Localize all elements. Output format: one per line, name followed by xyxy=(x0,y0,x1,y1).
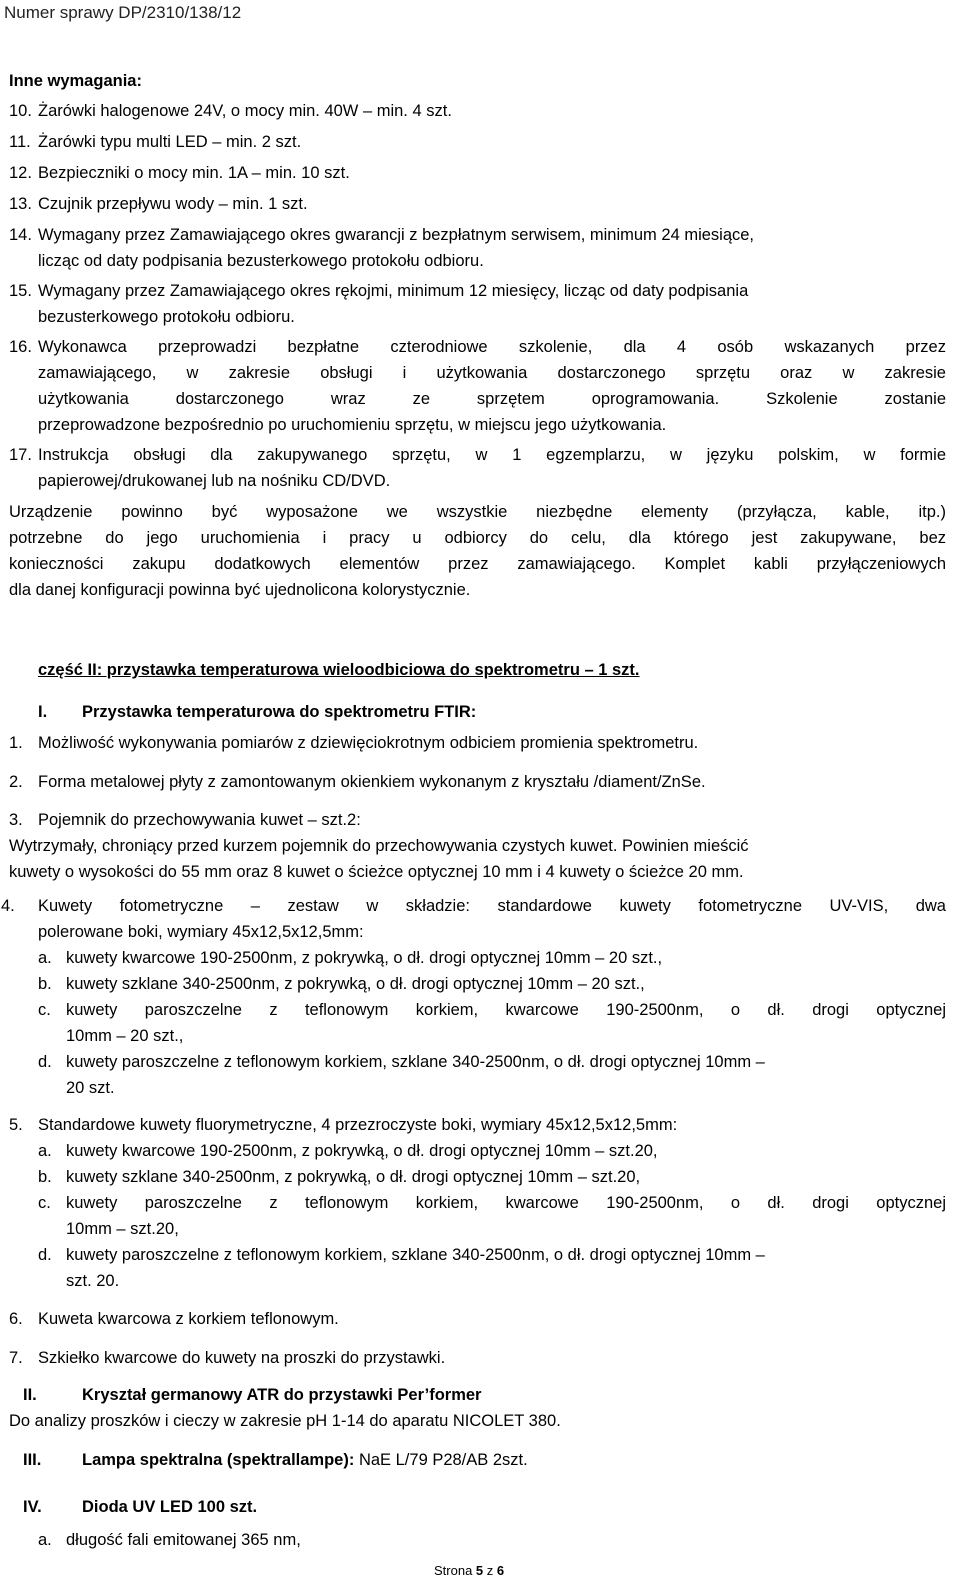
footer-page-number: 5 xyxy=(475,1563,484,1578)
ftir-item-3-num: 3. xyxy=(9,811,23,829)
ftir-item-5d-text: kuwety paroszczelne z teflonowym korkiem, szklane 340-2500nm, o dł. drogi optycznej 10mm – xyxy=(66,1246,765,1264)
section-iii-title: Lampa spektralna (spektrallampe): xyxy=(82,1451,355,1469)
section-iii-rest: NaE L/79 P28/AB 2szt. xyxy=(354,1451,528,1469)
ftir-item-4a-text: kuwety kwarcowe 190-2500nm, z pokrywką, o dł. drogi optycznej 10mm – 20 szt., xyxy=(66,949,663,967)
ftir-item-5-text: Standardowe kuwety fluorymetryczne, 4 przezroczyste boki, wymiary 45x12,5x12,5mm: xyxy=(38,1116,678,1134)
ftir-item-4c-text: 10mm – 20 szt., xyxy=(66,1027,184,1045)
ftir-item-4-line: Kuwety fotometryczne – zestaw w składzie: standardowe kuwety fotometryczne UV-VIS, dwa xyxy=(38,897,946,915)
req-16-line: zamawiającego, w zakresie obsługi i użytkowania dostarczonego sprzętu oraz w zakresie xyxy=(38,364,946,382)
section-ii-title: Kryształ germanowy ATR do przystawki Per’former xyxy=(82,1386,482,1404)
req-16-line: Wykonawca przeprowadzi bezpłatne czterodniowe szkolenie, dla 4 osób wskazanych przez xyxy=(38,338,946,356)
ftir-item-4c-letter: c. xyxy=(38,1001,51,1019)
req-10-num: 10. xyxy=(9,102,32,120)
section-ii-num: II. xyxy=(23,1386,37,1404)
ftir-item-4b-text: kuwety szklane 340-2500nm, z pokrywką, o dł. drogi optycznej 10mm – 20 szt., xyxy=(66,975,645,993)
req-16-line: przeprowadzone bezpośrednio po uruchomieniu sprzętu, w miejscu jego użytkowania. xyxy=(38,416,667,434)
req-15-line: Wymagany przez Zamawiającego okres rękojmi, minimum 12 miesięcy, licząc od daty podpisania xyxy=(38,282,749,300)
section-iii-line xyxy=(82,1451,528,1469)
ftir-item-4-line: polerowane boki, wymiary 45x12,5x12,5mm: xyxy=(38,923,364,941)
req-17-num: 17. xyxy=(9,446,32,464)
ftir-item-4d-letter: d. xyxy=(38,1053,52,1071)
ftir-item-6-text: Kuweta kwarcowa z korkiem teflonowym. xyxy=(38,1310,339,1328)
req-15-line: bezusterkowego protokołu odbioru. xyxy=(38,308,295,326)
section-iii-num: III. xyxy=(23,1451,42,1469)
req-13-num: 13. xyxy=(9,195,32,213)
ftir-item-5c-text: 10mm – szt.20, xyxy=(66,1220,179,1238)
section-iv-a-letter: a. xyxy=(38,1531,52,1549)
ftir-item-5d-letter: d. xyxy=(38,1246,52,1264)
ftir-item-5a-text: kuwety kwarcowe 190-2500nm, z pokrywką, o dł. drogi optycznej 10mm – szt.20, xyxy=(66,1142,658,1160)
case-number-header: Numer sprawy DP/2310/138/12 xyxy=(4,3,242,22)
footer-prefix: Strona xyxy=(434,1563,476,1578)
ftir-item-7-text: Szkiełko kwarcowe do kuwety na proszki do przystawki. xyxy=(38,1349,446,1367)
ftir-item-5b-text: kuwety szklane 340-2500nm, z pokrywką, o dł. drogi optycznej 10mm – szt.20, xyxy=(66,1168,641,1186)
ftir-item-2-num: 2. xyxy=(9,773,23,791)
ftir-item-1-text: Możliwość wykonywania pomiarów z dziewięciokrotnym odbiciem promienia spektrometru. xyxy=(38,734,699,752)
section-i-num: I. xyxy=(38,703,48,721)
equipment-paragraph-line: dla danej konfiguracji powinna być ujednolicona kolorystycznie. xyxy=(9,581,471,599)
req-14-line: Wymagany przez Zamawiającego okres gwarancji z bezpłatnym serwisem, minimum 24 miesiące, xyxy=(38,226,755,244)
section-iv-num: IV. xyxy=(23,1498,42,1516)
req-12-text: Bezpieczniki o mocy min. 1A – min. 10 szt. xyxy=(38,164,350,182)
ftir-item-3-desc: kuwety o wysokości do 55 mm oraz 8 kuwet o ścieżce optycznej 10 mm i 4 kuwety o ścieżce 20 mm. xyxy=(9,863,744,881)
ftir-item-6-num: 6. xyxy=(9,1310,23,1328)
section-iv-title: Dioda UV LED 100 szt. xyxy=(82,1498,258,1516)
section-i-title: Przystawka temperaturowa do spektrometru FTIR: xyxy=(82,703,477,721)
req-16-line: użytkowania dostarczonego wraz ze sprzętem oprogramowania. Szkolenie zostanie xyxy=(38,390,946,408)
section-ii-desc: Do analizy proszków i cieczy w zakresie pH 1-14 do aparatu NICOLET 380. xyxy=(9,1412,561,1430)
ftir-item-5a-letter: a. xyxy=(38,1142,52,1160)
req-14-num: 14. xyxy=(9,226,32,244)
ftir-item-4d-text: kuwety paroszczelne z teflonowym korkiem, szklane 340-2500nm, o dł. drogi optycznej 10mm – xyxy=(66,1053,765,1071)
footer-page-total: 6 xyxy=(496,1563,505,1578)
req-17-line: papierowej/drukowanej lub na nośniku CD/DVD. xyxy=(38,472,391,490)
ftir-item-4-num: 4. xyxy=(1,897,15,915)
equipment-paragraph-line: Urządzenie powinno być wyposażone we wszystkie niezbędne elementy (przyłącza, kable, itp.) xyxy=(9,503,946,521)
ftir-item-4a-letter: a. xyxy=(38,949,52,967)
ftir-item-3-desc: Wytrzymały, chroniący przed kurzem pojemnik do przechowywania czystych kuwet. Powinien mieścić xyxy=(9,837,749,855)
equipment-paragraph-line: konieczności zakupu dodatkowych elementów przez zamawiającego. Komplet kabli przyłączeniowych xyxy=(9,555,946,573)
req-11-text: Żarówki typu multi LED – min. 2 szt. xyxy=(38,133,302,151)
req-14-line: licząc od daty podpisania bezusterkowego protokołu odbioru. xyxy=(38,252,484,270)
req-15-num: 15. xyxy=(9,282,32,300)
ftir-item-1-num: 1. xyxy=(9,734,23,752)
req-11-num: 11. xyxy=(9,133,31,151)
ftir-item-4b-letter: b. xyxy=(38,975,52,993)
req-10-text: Żarówki halogenowe 24V, o mocy min. 40W – min. 4 szt. xyxy=(38,102,452,120)
ftir-item-5c-text: kuwety paroszczelne z teflonowym korkiem, kwarcowe 190-2500nm, o dł. drogi optycznej xyxy=(66,1194,946,1212)
footer-separator: z xyxy=(483,1563,497,1578)
req-17-line: Instrukcja obsługi dla zakupywanego sprzętu, w 1 egzemplarzu, w języku polskim, w formie xyxy=(38,446,946,464)
page-footer xyxy=(434,1564,504,1578)
ftir-item-4d-text: 20 szt. xyxy=(66,1079,115,1097)
section-iv-a-text: długość fali emitowanej 365 nm, xyxy=(66,1531,301,1549)
ftir-item-4c-text: kuwety paroszczelne z teflonowym korkiem, kwarcowe 190-2500nm, o dł. drogi optycznej xyxy=(66,1001,946,1019)
ftir-item-3-text: Pojemnik do przechowywania kuwet – szt.2: xyxy=(38,811,361,829)
req-13-text: Czujnik przepływu wody – min. 1 szt. xyxy=(38,195,308,213)
ftir-item-5b-letter: b. xyxy=(38,1168,52,1186)
ftir-item-2-text: Forma metalowej płyty z zamontowanym okienkiem wykonanym z kryształu /diament/ZnSe. xyxy=(38,773,706,791)
ftir-item-5c-letter: c. xyxy=(38,1194,51,1212)
equipment-paragraph-line: potrzebne do jego uruchomienia i pracy u odbiorcy do celu, dla którego jest zakupywane, bez xyxy=(9,529,946,547)
part-ii-title: część II: przystawka temperaturowa wieloodbiciowa do spektrometru – 1 szt. xyxy=(38,661,640,679)
ftir-item-5d-text: szt. 20. xyxy=(66,1272,120,1290)
ftir-item-7-num: 7. xyxy=(9,1349,23,1367)
ftir-item-5-num: 5. xyxy=(9,1116,23,1134)
other-requirements-heading: Inne wymagania: xyxy=(9,72,142,90)
req-16-num: 16. xyxy=(9,338,32,356)
req-12-num: 12. xyxy=(9,164,32,182)
